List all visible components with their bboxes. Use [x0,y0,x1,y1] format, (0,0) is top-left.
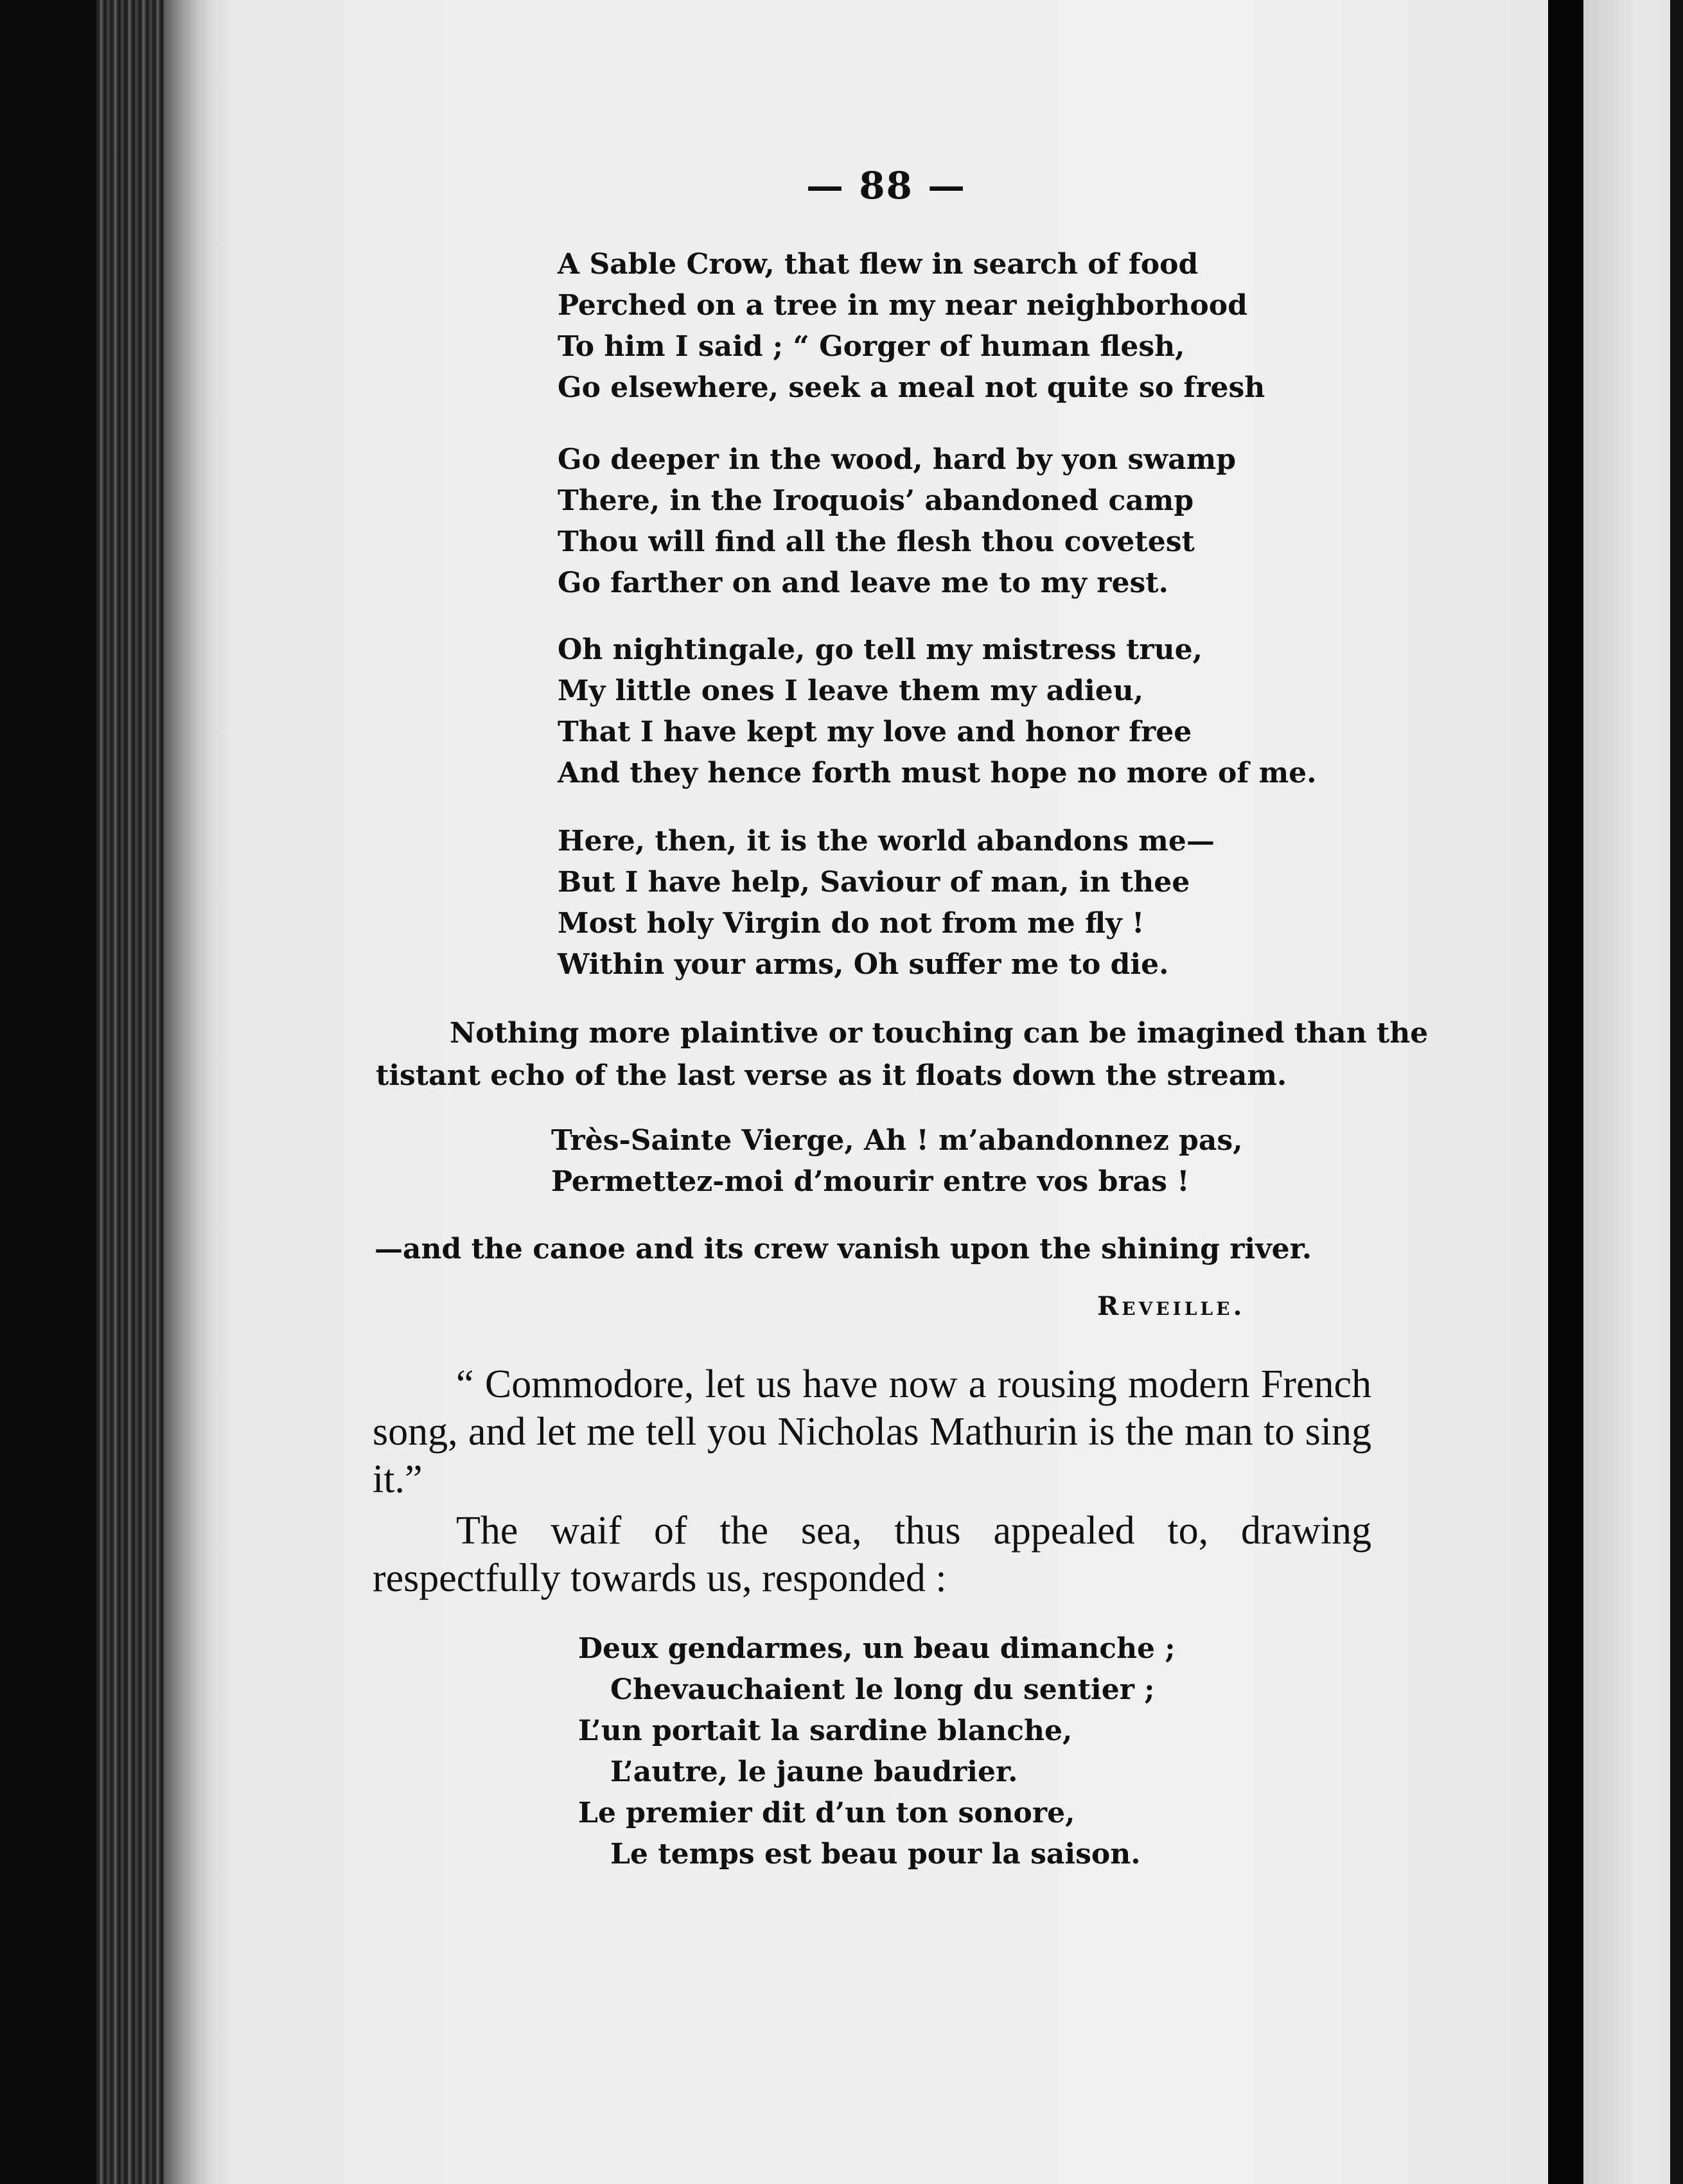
right-scan-edge [1670,0,1683,2184]
right-scan-border [1548,0,1583,2184]
verse-line: My little ones I leave them my adieu, [558,674,1144,707]
prose-large-block [373,1361,1371,1602]
closing-line: —and the canoe and its crew vanish upon the shining river. [374,1233,1312,1265]
song-line: L’un portait la sardine blanche, [578,1714,1073,1747]
verse-line: Go elsewhere, seek a meal not quite so fresh [558,371,1265,404]
prose-line: Nothing more plaintive or touching can be imagined than the [450,1017,1429,1050]
verse-line: Go farther on and leave me to my rest. [558,567,1168,599]
verse-line: Thou will find all the flesh thou covetest [558,525,1195,558]
stanza-3 [558,630,1316,794]
verse-line: There, in the Iroquois’ abandoned camp [558,484,1194,517]
verse-line: Within your arms, Oh suffer me to die. [558,948,1169,981]
song-line: Chevauchaient le long du sentier ; [610,1673,1155,1706]
verse-line: Perched on a tree in my near neighborhood [558,289,1247,322]
page-number: — 88 — [806,164,967,207]
paragraph-waif: The waif of the sea, thus appealed to, drawing respectfully towards us, responded : [373,1509,1371,1600]
signature: Reveille. [1097,1291,1246,1321]
french-refrain [551,1120,1243,1202]
verse-line: Permettez-moi d’mourir entre vos bras ! [551,1165,1190,1198]
song-line: Deux gendarmes, un beau dimanche ; [578,1632,1176,1665]
verse-line: Go deeper in the wood, hard by yon swamp [558,443,1236,476]
verse-line: Très-Sainte Vierge, Ah ! m’abandonnez pas, [551,1124,1243,1157]
stanza-1 [558,244,1265,409]
song-line: Le temps est beau pour la saison. [610,1838,1141,1871]
verse-line: But I have help, Saviour of man, in thee [558,866,1190,899]
verse-line: A Sable Crow, that flew in search of food [558,248,1199,281]
song-stanza [578,1628,1176,1875]
paragraph-commodore: “ Commodore, let us have now a rousing modern French song, and let me tell you Nicholas Mathurin is the man to sing it.” [373,1362,1371,1501]
song-line: Le premier dit d’un ton sonore, [578,1797,1075,1829]
stanza-4 [558,821,1215,985]
prose-line: tistant echo of the last verse as it floats down the stream. [376,1059,1287,1092]
verse-line: Most holy Virgin do not from me fly ! [558,907,1145,940]
verse-line: To him I said ; “ Gorger of human flesh, [558,330,1185,363]
song-line: L’autre, le jaune baudrier. [610,1756,1018,1788]
verse-line: Here, then, it is the world abandons me— [558,825,1215,858]
prose-plaintive [376,1012,1428,1097]
verse-line: That I have kept my love and honor free [558,716,1192,748]
verse-line: Oh nightingale, go tell my mistress true, [558,633,1203,666]
stanza-2 [558,439,1236,604]
book-page-edges-highlight [164,0,209,2184]
next-page-sliver [1583,0,1683,2184]
verse-line: And they hence forth must hope no more of me. [558,757,1317,789]
